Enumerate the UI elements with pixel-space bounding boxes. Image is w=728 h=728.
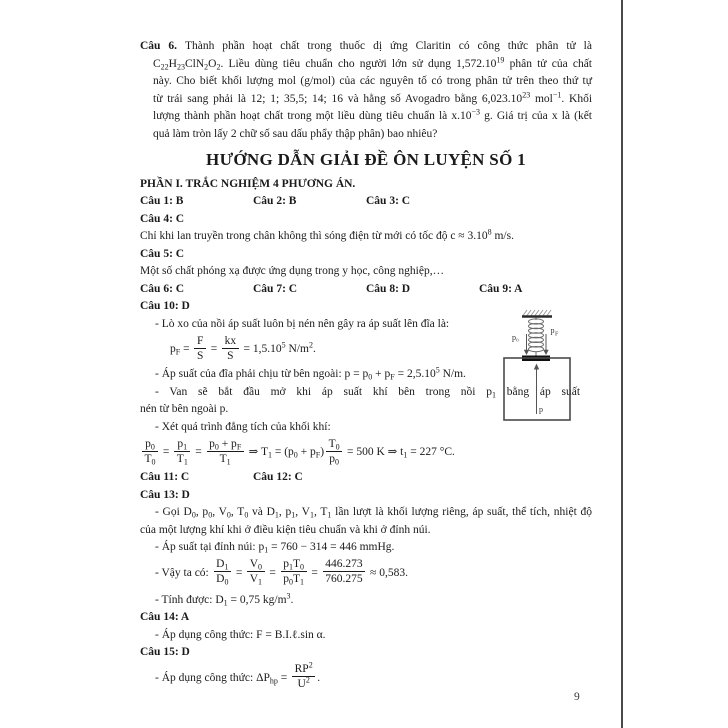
answer-cell: Câu 8: D — [366, 282, 411, 295]
page-number: 9 — [574, 691, 580, 703]
answer-cell: Câu 3: C — [366, 195, 411, 207]
answer-row-6-9 — [140, 281, 592, 299]
answer-line-c10: Câu 10: D — [140, 300, 190, 312]
bullet-line: - Van sẽ bắt đầu mở khi áp suất khí bên trong nồi $p_1$ bằng áp suất — [155, 385, 581, 399]
answer-row-1-3 — [140, 193, 592, 211]
bullet-line: - Áp dụng công thức: F = B.I.ℓ.sin α. — [155, 628, 326, 641]
bullet-line: - Tính được: $D_1 = 0,75$ $kg/m^3$. — [155, 591, 294, 607]
answer-line-c5: Câu 5: C — [140, 247, 185, 260]
answer-line-c15: Câu 15: D — [140, 646, 190, 658]
ceiling-hatch-icon — [523, 310, 551, 316]
bullet-line: - Gọi $D_0$, $p_0$, $V_0$, $T_0$ và $D_1$, $p_1$, $V_1$, $T_1$ lần lượt là khối lượng riêng, áp suất, thể tích, nhiệt độ — [155, 506, 592, 520]
answer-line-c14: Câu 14: A — [140, 611, 190, 623]
answer-cell: Câu 6: C — [140, 282, 185, 295]
note-line: Một số chất phóng xạ được ứng dụng trong y học, công nghiệp,… — [140, 265, 445, 277]
pF-arrow-icon — [543, 334, 548, 355]
part1-heading: PHẦN I. TRẮC NGHIỆM 4 PHƯƠNG ÁN. — [140, 178, 356, 190]
p0-label: p₀ — [512, 333, 519, 342]
q6-line: quả làm tròn lấy 2 chữ số sau dấu phẩy thập phân) bao nhiêu? — [153, 127, 438, 140]
note-line: Chỉ khi lan truyền trong chân không thì sóng điện từ mới có tốc độ $c \approx 3.10^8$ m/s. — [140, 227, 514, 242]
answer-row-11-12 — [140, 469, 592, 487]
answer-cell: Câu 9: A — [479, 282, 523, 295]
answer-line-c13: Câu 13: D — [140, 488, 190, 501]
q6-line: từ trái sang phải là 12; 1; 35,5; 14; 16 và hằng số Avogadro bằng 6,023.10$^{23}$ mol$^{-1}$. Khối — [153, 90, 593, 105]
q6-line: lượng thành phần hoạt chất trong một liều dùng tiêu chuẩn là $x.10^{-3}$ g. Giá trị của x là (kết — [153, 107, 592, 122]
answer-cell: Câu 12: C — [253, 471, 303, 483]
bullet-line: - Áp suất của đĩa phải chịu từ bên ngoài: $p = p_0 + p_F = 2,5.10^5$ N/m. — [155, 365, 466, 382]
continuation-line: của một lượng khí khi ở điều kiện tiêu chuẩn và khi ở đỉnh núi. — [140, 523, 431, 536]
page-edge-line — [621, 0, 623, 728]
spring-icon — [529, 318, 544, 356]
formula-line: - Vậy ta có: $\frac{D_1}{D_0}$ = $\frac{V_0}{V_1}$ = $\frac{p_1T_0}{p_0T_1}$ = $\frac{446.273}{760.275}$ ≈ 0,583. — [155, 558, 408, 587]
q6-line: Câu 6. Thành phần hoạt chất trong thuốc dị ứng Claritin có công thức phân tử là — [140, 40, 592, 52]
bullet-line: - Áp suất tại đỉnh núi: $p_1 = 760 - 314 = 446$ mmHg. — [155, 541, 395, 555]
answer-line-c4: Câu 4: C — [140, 212, 185, 225]
answer-cell: Câu 7: C — [253, 282, 298, 295]
page-title: HƯỚNG DẪN GIẢI ĐỀ ÔN LUYỆN SỐ 1 — [206, 150, 526, 169]
question-6-paragraph — [140, 38, 592, 143]
answer-cell: Câu 1: B — [140, 195, 184, 207]
formula-line: $\frac{p_0}{T_0}$ = $\frac{p_1}{T_1}$ = $\frac{p_0 + p_F}{T_1}$ ⇒ $T_1 = (p_0 + p_F)$ $\frac{T_0}{p_0}$ = 500 K ⇒ $t_1 = 227$ °C. — [140, 436, 592, 469]
answer-cell: Câu 2: B — [253, 195, 297, 207]
q6-line: này. Cho biết khối lượng mol (g/mol) của các nguyên tố có trong phân tử trên theo thứ tự — [153, 75, 592, 87]
formula-line: $p_F$ = $\frac{F}{S}$ = $\frac{kx}{S}$ = $1,5.10^5$ $N/m^2$. — [170, 334, 316, 362]
bullet-line: - Xét quá trình đẳng tích của khối khí: — [155, 420, 331, 433]
answer-cell: Câu 11: C — [140, 471, 190, 483]
p-label: p — [539, 405, 543, 414]
formula-line: - Áp dụng công thức: $\Delta P_{hp}$ = $\frac{RP^2}{U^2}$ . — [155, 660, 321, 690]
bullet-line: - Lò xo của nồi áp suất luôn bị nén nên gây ra áp suất lên đĩa là: — [155, 317, 450, 330]
pF-label: p — [550, 326, 555, 335]
continuation-line: nén từ bên ngoài p. — [140, 403, 229, 415]
q6-line: $C_{22}H_{23}ClN_2O_2$. Liều dùng tiêu chuẩn cho người lớn sử dụng 1,572.10$^{19}$ phân tử của chất — [153, 55, 592, 71]
pF-label-sub: F — [555, 331, 559, 338]
pressure-cooker-figure — [495, 300, 625, 428]
